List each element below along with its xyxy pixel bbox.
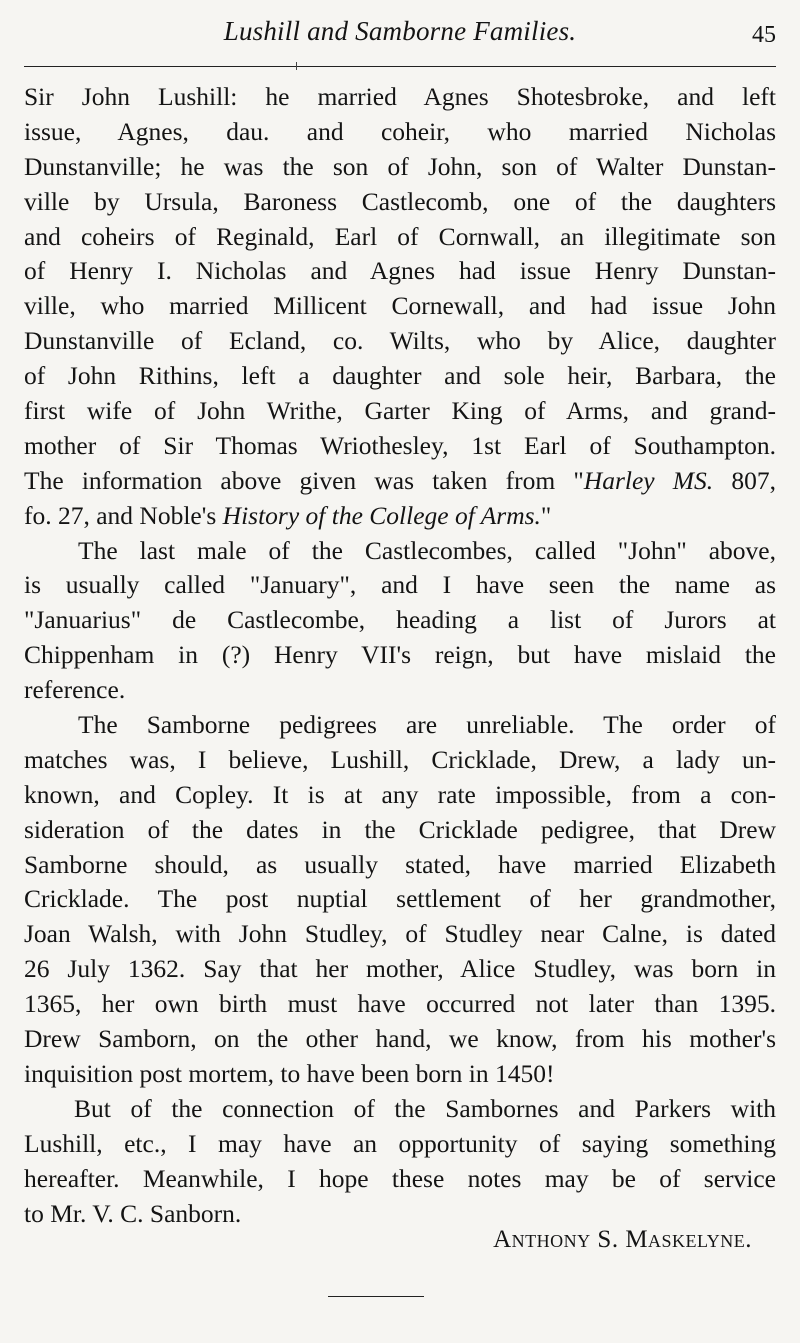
text-line: sideration of the dates in the Cricklade pedigree, that Drew bbox=[24, 814, 776, 844]
author-signature: Anthony S. Maskelyne. bbox=[493, 1226, 752, 1253]
text-line: The Samborne pedigrees are unreliable. The order of bbox=[78, 710, 776, 740]
page-number: 45 bbox=[752, 22, 776, 48]
text-line: of Henry I. Nicholas and Agnes had issue Henry Dunstan- bbox=[24, 256, 776, 286]
end-rule bbox=[328, 1296, 424, 1297]
text-line: to Mr. V. C. Sanborn. bbox=[24, 1198, 242, 1228]
page-header bbox=[24, 14, 776, 54]
body-text bbox=[24, 80, 776, 1231]
paragraph-3 bbox=[24, 708, 776, 1092]
text-line: "Januarius" de Castlecombe, heading a list of Jurors at bbox=[24, 605, 776, 635]
text-line: Joan Walsh, with John Studley, of Studley near Calne, is dated bbox=[24, 919, 776, 949]
text-line: issue, Agnes, dau. and coheir, who married Nicholas bbox=[24, 116, 776, 146]
text-line: inquisition post mortem, to have been born in 1450! bbox=[24, 1058, 555, 1088]
text-line: and coheirs of Reginald, Earl of Cornwall, an illegitimate son bbox=[24, 221, 776, 251]
text-line: 26 July 1362. Say that her mother, Alice Studley, was born in bbox=[24, 954, 776, 984]
header-rule bbox=[24, 66, 776, 67]
text-line: first wife of John Writhe, Garter King of Arms, and grand- bbox=[24, 396, 776, 426]
text-line: ville, who married Millicent Cornewall, and had issue John bbox=[24, 291, 776, 321]
paragraph-1 bbox=[24, 80, 776, 534]
text-line: mother of Sir Thomas Wriothesley, 1st Earl of Southampton. bbox=[24, 430, 776, 460]
paragraph-4 bbox=[24, 1092, 776, 1232]
text-line: reference. bbox=[24, 675, 126, 705]
text-line: known, and Copley. It is at any rate impossible, from a con- bbox=[24, 779, 776, 809]
text-line: Samborne should, as usually stated, have married Elizabeth bbox=[24, 849, 776, 879]
text-line: Dunstanville; he was the son of John, son of Walter Dunstan- bbox=[24, 151, 776, 181]
running-title: Lushill and Samborne Families. bbox=[223, 16, 577, 46]
text-line: Lushill, etc., I may have an opportunity of saying something bbox=[24, 1128, 776, 1158]
text-line: Sir John Lushill: he married Agnes Shotesbroke, and left bbox=[24, 82, 776, 111]
text-line: ville by Ursula, Baroness Castlecomb, one of the daughters bbox=[24, 186, 776, 216]
text-line: 1365, her own birth must have occurred not later than 1395. bbox=[24, 989, 776, 1019]
text-line: Cricklade. The post nuptial settlement of her grandmother, bbox=[24, 884, 776, 914]
paragraph-2 bbox=[24, 534, 776, 708]
text-line: fo. 27, and Noble's History of the College of Arms." bbox=[24, 500, 552, 530]
text-line: is usually called "January", and I have seen the name as bbox=[24, 570, 776, 600]
text-line: But of the connection of the Sambornes and Parkers with bbox=[74, 1093, 776, 1123]
text-line: Chippenham in (?) Henry VII's reign, but have mislaid the bbox=[24, 640, 776, 670]
text-line: hereafter. Meanwhile, I hope these notes may be of service bbox=[24, 1163, 776, 1193]
text-line: The last male of the Castlecombes, called "John" above, bbox=[78, 535, 776, 565]
text-line: matches was, I believe, Lushill, Cricklade, Drew, a lady un- bbox=[24, 744, 776, 774]
text-line: Dunstanville of Ecland, co. Wilts, who by Alice, daughter bbox=[24, 326, 776, 356]
text-line: The information above given was taken from "Harley MS. 807, bbox=[24, 465, 776, 495]
text-line: Drew Samborn, on the other hand, we know, from his mother's bbox=[24, 1024, 776, 1054]
header-rule-tick bbox=[296, 62, 297, 70]
text-line: of John Rithins, left a daughter and sole heir, Barbara, the bbox=[24, 361, 776, 391]
